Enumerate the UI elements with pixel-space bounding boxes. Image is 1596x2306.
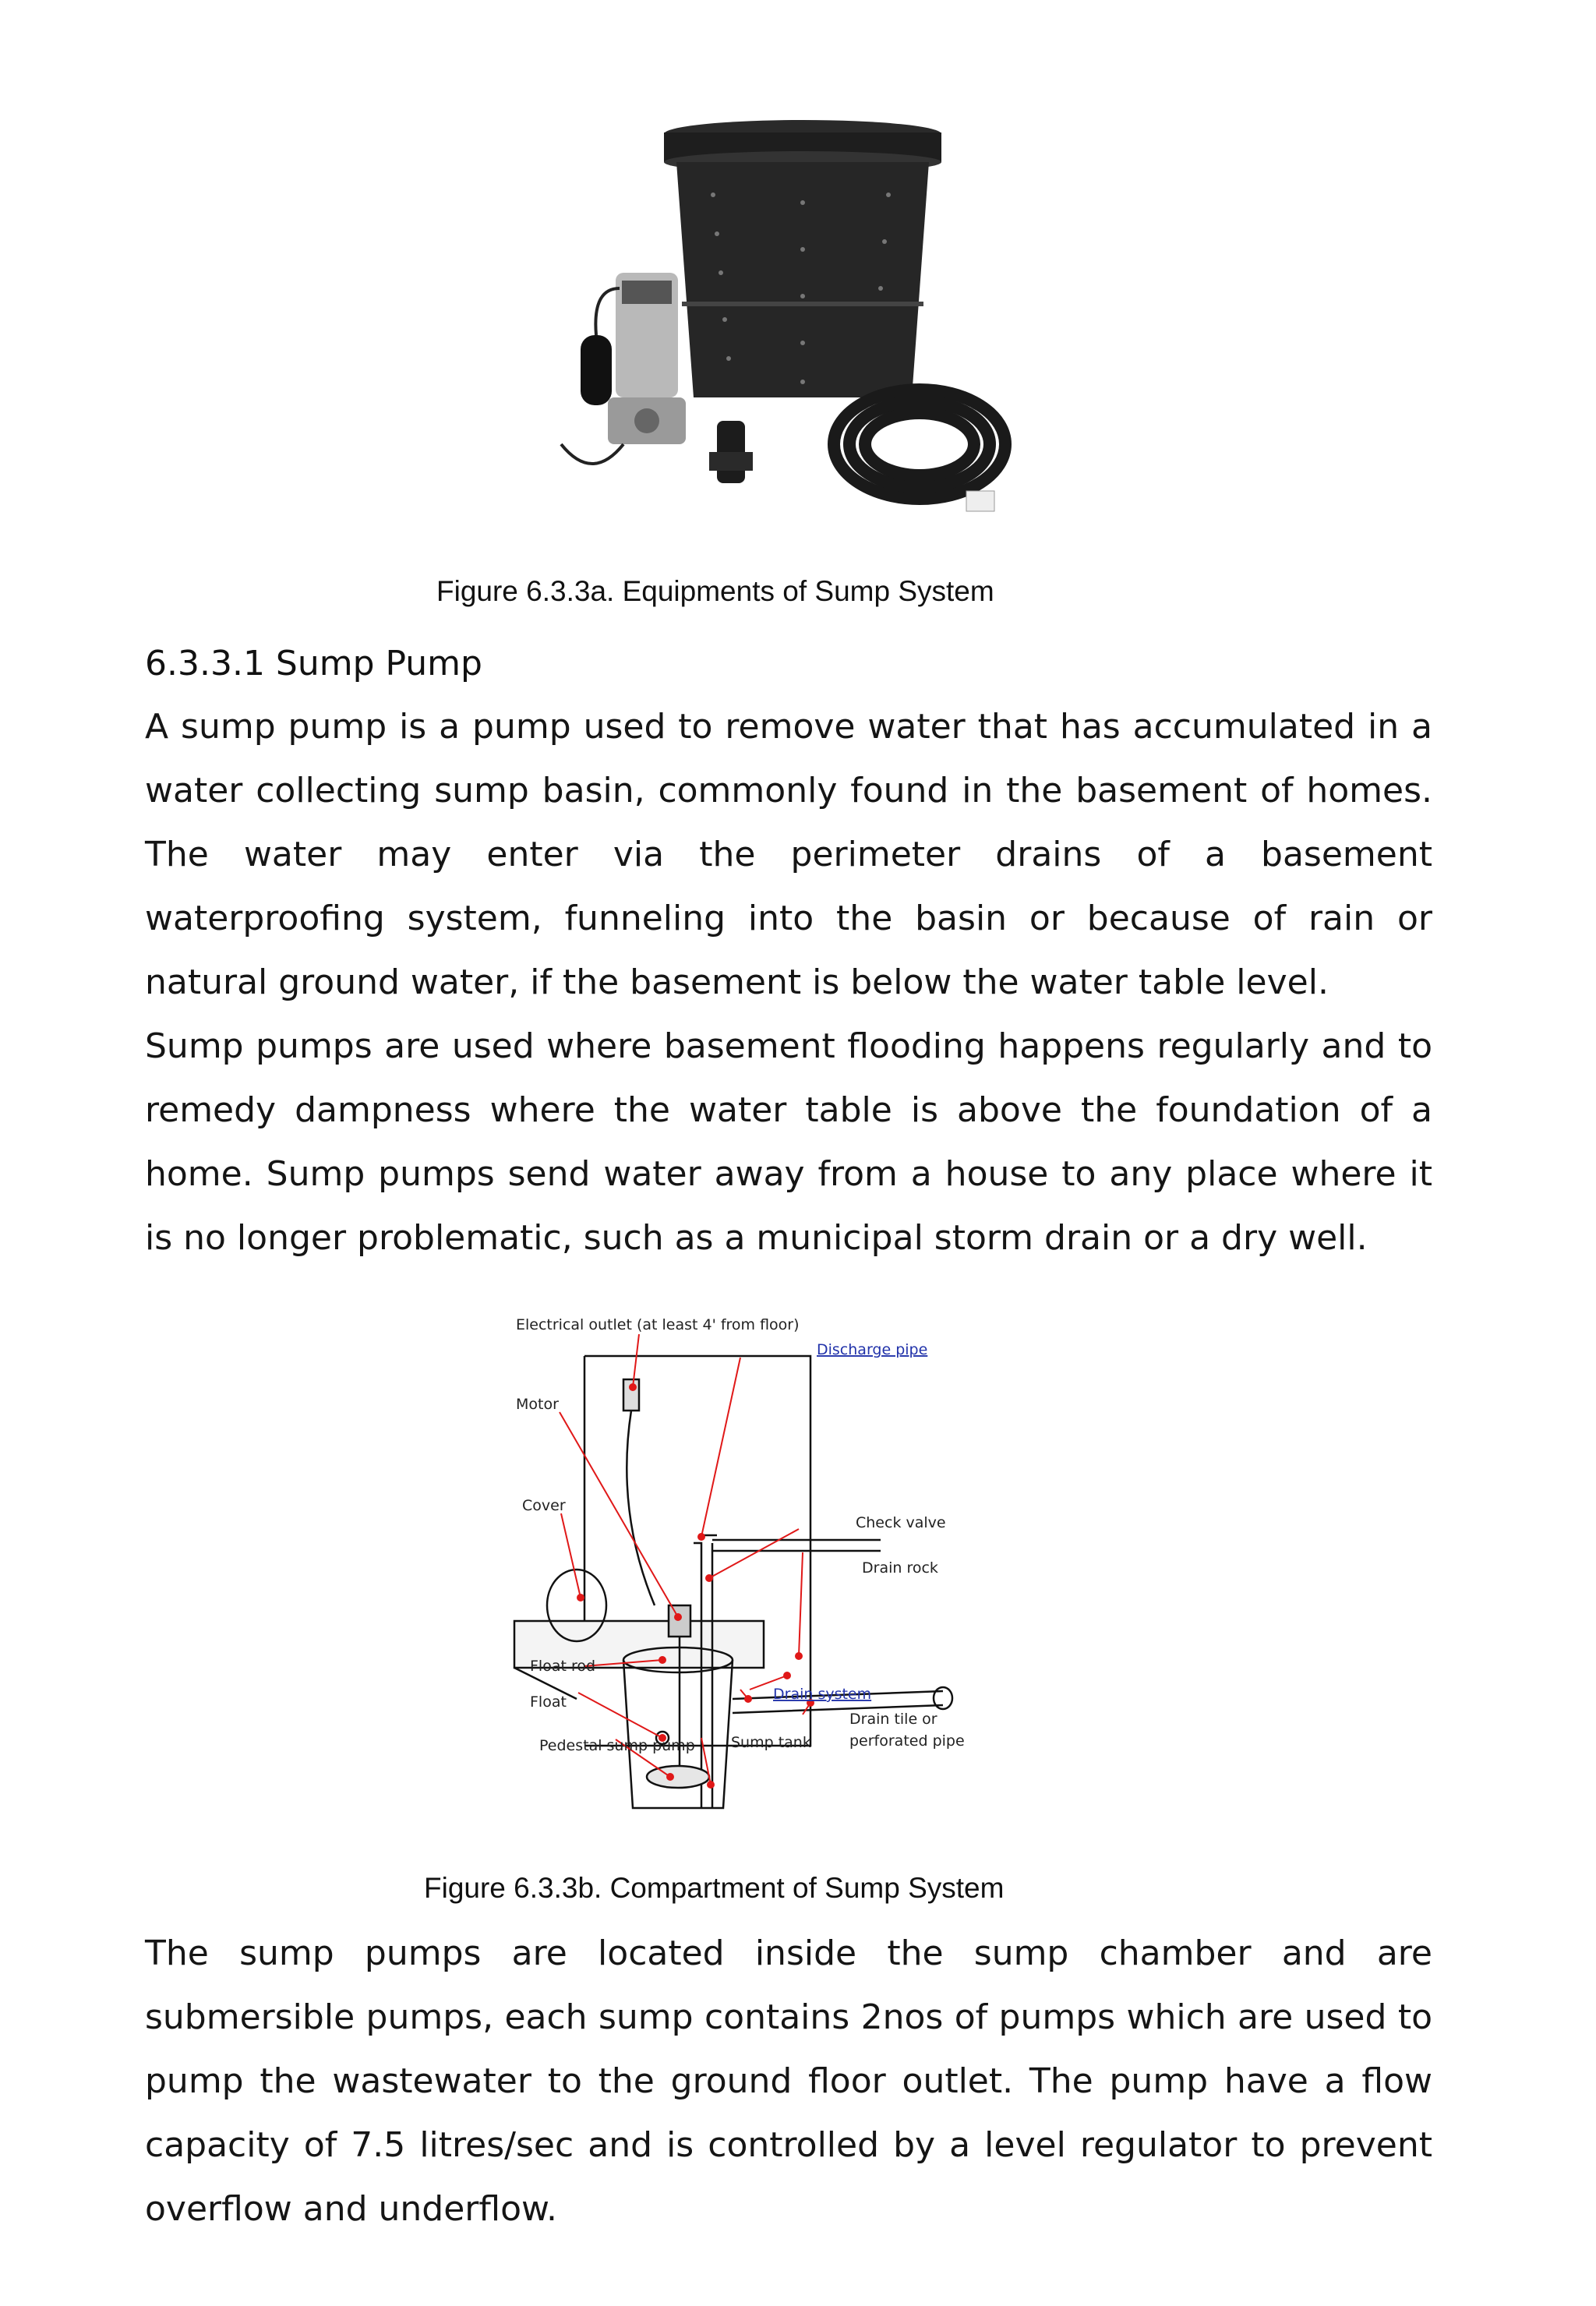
label-drain-tile-2: perforated pipe [849,1732,965,1750]
label-discharge-pipe[interactable]: Discharge pipe [817,1341,928,1358]
paragraph-1: A sump pump is a pump used to remove water that has accumulated in a water collecting sump basin, commonly found in the basement of homes. The water may enter via the perimeter drains of a basement waterproofing system, funneling into the basin or because of rain or natural ground water, if the basement is below the water table level. [145,707,1432,1002]
label-drain-rock: Drain rock [862,1559,938,1577]
label-drain-tile-1: Drain tile or [849,1711,937,1728]
label-sump-tank: Sump tank [731,1734,811,1751]
label-electrical-outlet: Electrical outlet (at least 4' from floor) [516,1316,800,1333]
label-float-rod: Float rod [530,1658,596,1675]
label-motor: Motor [516,1396,559,1413]
paragraph-2: Sump pumps are used where basement flooding happens regularly and to remedy dampness where the water table is above the foundation of a home. Sump pumps send water away from a house to any place where it is no longer problematic, such as a municipal storm drain or a dry well. [145,1026,1432,1258]
label-cover: Cover [522,1497,566,1514]
label-check-valve: Check valve [856,1514,946,1531]
label-pedestal-pump: Pedestal sump pump [539,1737,695,1754]
label-drain-system[interactable]: Drain system [773,1686,872,1703]
figure-a-caption: Figure 6.3.3a. Equipments of Sump System [436,575,994,607]
sump-compartment-diagram [507,1309,990,1839]
section-heading: 6.3.3.1 Sump Pump [145,644,482,683]
sump-equipment-photo [546,117,1029,553]
paragraph-3: The sump pumps are located inside the sump chamber and are submersible pumps, each sump contains 2nos of pumps which are used to pump the wastewater to the ground floor outlet. The pump have a flow capacity of 7.5 litres/sec and is controlled by a level regulator to prevent overflow and underflow. [145,1933,1432,2229]
figure-b-caption: Figure 6.3.3b. Compartment of Sump System [424,1872,1005,1904]
label-float: Float [530,1693,567,1711]
